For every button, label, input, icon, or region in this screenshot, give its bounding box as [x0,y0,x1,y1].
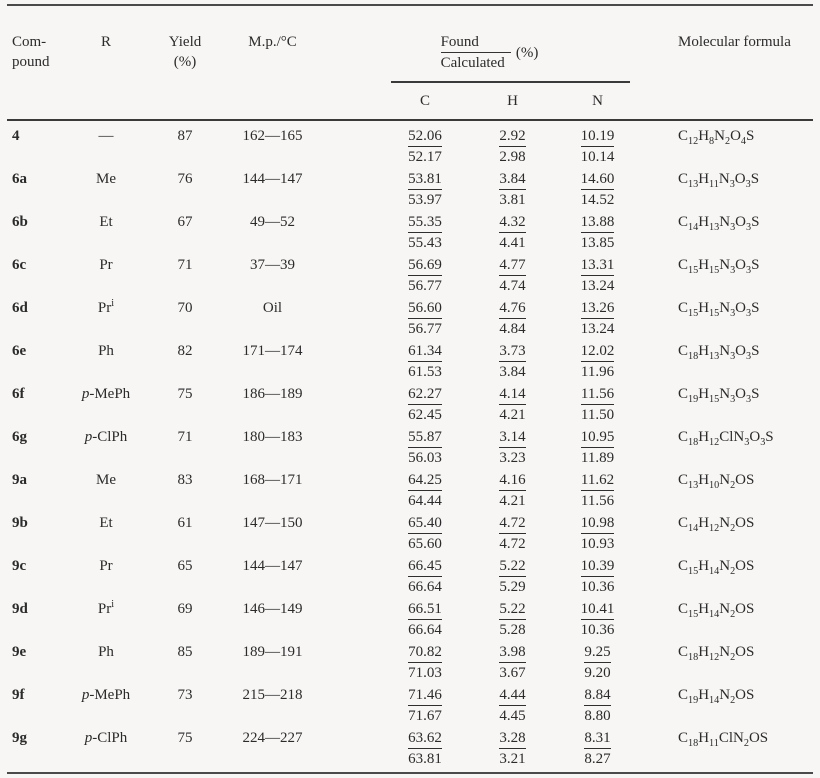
yield-cell: 82 [177,343,193,359]
nitrogen-cell [545,642,650,683]
yield-cell: 75 [177,730,193,746]
r-group-cell [72,599,140,619]
carbon-cell [370,255,480,296]
molecular-formula-cell: $C_{15}H_{15}N_3O_3S$ [678,300,760,319]
hydrogen-found: 5.22 [499,556,525,577]
yield-cell: 65 [177,558,193,574]
compound-cell: 6f [12,386,25,402]
nitrogen-cell [545,685,650,726]
r-group-cell [72,126,140,146]
mp-cell: 49—52 [250,214,295,230]
carbon-cell [370,513,480,554]
carbon-calculated: 63.81 [408,751,442,767]
carbon-cell [370,728,480,769]
hydrogen-cell [480,427,545,468]
mp-cell: 224—227 [242,730,303,746]
nitrogen-found: 11.56 [581,384,614,405]
nitrogen-cell [545,298,650,339]
hydrogen-cell [480,298,545,339]
nitrogen-cell [545,341,650,382]
carbon-cell [370,470,480,511]
yield-cell: 75 [177,386,193,402]
molecular-formula-cell: $C_{14}H_{13}N_3O_3S$ [678,214,760,233]
yield-cell: 76 [177,171,193,187]
carbon-found: 61.34 [408,341,442,362]
hydrogen-cell [480,599,545,640]
carbon-found: 66.45 [408,556,442,577]
hydrogen-cell [480,212,545,253]
nitrogen-found: 13.31 [581,255,615,276]
header-percent: (%) [515,44,539,61]
hydrogen-cell [480,169,545,210]
r-italic-prefix: p [84,730,93,746]
table-row [0,427,820,468]
compound-cell: 9a [12,472,27,488]
carbon-cell [370,642,480,683]
molecular-formula-cell: $C_{15}H_{15}N_3O_3S$ [678,257,760,276]
table-row [0,556,820,597]
hydrogen-found: 3.73 [499,341,525,362]
hydrogen-cell [480,255,545,296]
nitrogen-calculated: 14.52 [580,192,615,208]
nitrogen-found: 12.02 [581,341,615,362]
mp-cell: 189—191 [242,644,303,660]
hydrogen-found: 2.92 [499,126,525,147]
nitrogen-calculated: 13.24 [580,321,615,337]
header-yield-line2: (%) [173,54,197,70]
compound-cell: 6g [12,429,27,445]
header-compound-line1: Com- [12,34,47,50]
nitrogen-cell [545,470,650,511]
table-row [0,255,820,296]
carbon-calculated: 52.17 [408,149,442,165]
table-row [0,599,820,640]
hydrogen-calculated: 4.21 [499,407,526,423]
table-row [0,513,820,554]
header-c: C [419,92,430,109]
molecular-formula-cell: $C_{18}H_{11}ClN_2OS$ [678,730,769,749]
nitrogen-calculated: 8.27 [584,751,611,767]
yield-cell: 73 [177,687,193,703]
r-group-cell [72,642,140,662]
header-yield [140,32,230,72]
compound-cell: 9e [12,644,27,660]
found-calculated-fraction [329,32,650,73]
mp-cell: 147—150 [242,515,303,531]
carbon-found: 55.35 [408,212,442,233]
r-main: Me [96,472,116,488]
r-main: Pr [99,257,113,273]
table-row [0,298,820,339]
r-main: -ClPh [92,429,128,445]
carbon-cell [370,212,480,253]
header-formula: Molecular formula [678,34,791,50]
table-row [0,384,820,425]
hydrogen-cell [480,556,545,597]
r-main: Et [99,515,113,531]
mp-cell: 144—147 [242,558,303,574]
hydrogen-cell [480,384,545,425]
carbon-cell [370,341,480,382]
hydrogen-calculated: 3.67 [499,665,526,681]
yield-cell: 71 [177,257,193,273]
r-main: Pr [97,300,112,316]
table-body [0,126,820,769]
molecular-formula-cell: $C_{15}H_{14}N_2OS$ [678,601,755,620]
r-italic-prefix: p [81,386,90,402]
hydrogen-calculated: 4.21 [499,493,526,509]
table-row [0,212,820,253]
carbon-calculated: 71.67 [408,708,442,724]
r-group-cell [72,169,140,189]
table-row [0,470,820,511]
carbon-calculated: 62.45 [408,407,442,423]
hydrogen-calculated: 5.29 [499,579,526,595]
hydrogen-calculated: 2.98 [499,149,526,165]
carbon-calculated: 53.97 [408,192,442,208]
hydrogen-cell [480,513,545,554]
hydrogen-found: 4.32 [499,212,525,233]
compound-cell: 6a [12,171,27,187]
hydrogen-found: 3.98 [499,642,525,663]
nitrogen-found: 11.62 [581,470,614,491]
nitrogen-cell [545,169,650,210]
nitrogen-calculated: 8.80 [584,708,611,724]
carbon-found: 56.69 [408,255,442,276]
r-main: Ph [98,644,114,660]
r-group-cell [72,470,140,490]
header-compound [12,32,72,72]
carbon-found: 62.27 [408,384,442,405]
r-main: -ClPh [92,730,128,746]
hydrogen-cell [480,642,545,683]
r-italic-prefix: p [81,687,90,703]
carbon-calculated: 56.77 [408,278,442,294]
nitrogen-cell [545,599,650,640]
compound-cell: 6c [12,257,27,273]
mp-cell: 168—171 [242,472,303,488]
table-row [0,341,820,382]
carbon-calculated: 66.64 [408,579,442,595]
hydrogen-found: 3.28 [499,728,525,749]
r-group-cell [72,728,140,748]
nitrogen-found: 8.31 [584,728,610,749]
yield-cell: 71 [177,429,193,445]
header-found-calculated-group [315,32,650,111]
hydrogen-found: 4.72 [499,513,525,534]
nitrogen-calculated: 11.96 [580,364,615,380]
r-main: Ph [98,343,114,359]
hydrogen-cell [480,126,545,167]
r-main: Et [99,214,113,230]
r-italic-prefix: p [84,429,93,445]
molecular-formula-cell: $C_{19}H_{14}N_2OS$ [678,687,755,706]
compound-cell: 9d [12,601,28,617]
r-group-cell [72,427,140,447]
mp-cell: 186—189 [242,386,303,402]
r-group-cell [72,298,140,318]
nitrogen-calculated: 11.89 [580,450,615,466]
nitrogen-found: 13.26 [581,298,615,319]
carbon-cell [370,599,480,640]
header-body-divider [7,119,813,122]
yield-cell: 70 [177,300,193,316]
molecular-formula-cell: $C_{18}H_{13}N_3O_3S$ [678,343,760,362]
carbon-cell [370,384,480,425]
nitrogen-found: 9.25 [584,642,610,663]
hydrogen-found: 4.76 [499,298,525,319]
table-row [0,126,820,167]
hydrogen-calculated: 4.72 [499,536,526,552]
nitrogen-found: 10.39 [581,556,615,577]
chn-subheader [315,83,650,111]
carbon-calculated: 56.03 [408,450,442,466]
hydrogen-calculated: 3.23 [499,450,526,466]
carbon-cell [370,556,480,597]
nitrogen-calculated: 10.93 [580,536,615,552]
carbon-cell [370,427,480,468]
carbon-found: 63.62 [408,728,442,749]
table-row [0,685,820,726]
header-found: Found [441,32,511,53]
hydrogen-calculated: 3.84 [499,364,526,380]
carbon-cell [370,126,480,167]
r-superscript: i [111,599,115,610]
hydrogen-found: 3.84 [499,169,525,190]
carbon-calculated: 56.77 [408,321,442,337]
hydrogen-cell [480,685,545,726]
carbon-found: 65.40 [408,513,442,534]
table-header [0,32,820,111]
nitrogen-calculated: 10.36 [580,622,615,638]
nitrogen-found: 14.60 [581,169,615,190]
nitrogen-cell [545,556,650,597]
mp-cell: 144—147 [242,171,303,187]
carbon-calculated: 71.03 [408,665,442,681]
carbon-calculated: 66.64 [408,622,442,638]
r-group-cell [72,685,140,705]
r-group-cell [72,255,140,275]
mp-cell: 37—39 [250,257,295,273]
r-main: -MePh [89,386,131,402]
nitrogen-cell [545,513,650,554]
header-yield-line1: Yield [168,34,202,50]
compound-cell: 4 [12,128,20,144]
r-superscript: i [111,298,115,309]
hydrogen-found: 4.14 [499,384,525,405]
carbon-found: 53.81 [408,169,442,190]
yield-cell: 67 [177,214,193,230]
nitrogen-calculated: 10.14 [580,149,615,165]
nitrogen-found: 8.84 [584,685,610,706]
nitrogen-found: 10.98 [581,513,615,534]
nitrogen-cell [545,255,650,296]
header-r: R [100,34,111,50]
r-main: — [98,128,114,144]
mp-cell: 215—218 [242,687,303,703]
carbon-found: 66.51 [408,599,442,620]
yield-cell: 87 [177,128,193,144]
molecular-formula-cell: $C_{13}H_{11}N_3O_3S$ [678,171,760,190]
carbon-found: 71.46 [408,685,442,706]
nitrogen-cell [545,427,650,468]
hydrogen-calculated: 5.28 [499,622,526,638]
r-main: -MePh [89,687,131,703]
molecular-formula-cell: $C_{15}H_{14}N_2OS$ [678,558,755,577]
nitrogen-found: 10.95 [581,427,615,448]
carbon-calculated: 55.43 [408,235,442,251]
compound-cell: 6e [12,343,27,359]
nitrogen-cell [545,728,650,769]
mp-cell: 162—165 [242,128,303,144]
nitrogen-calculated: 13.85 [580,235,615,251]
r-group-cell [72,341,140,361]
nitrogen-calculated: 11.56 [580,493,615,509]
molecular-formula-cell: $C_{14}H_{12}N_2OS$ [678,515,755,534]
table-row [0,728,820,769]
header-calculated: Calculated [440,55,505,71]
r-group-cell [72,384,140,404]
hydrogen-found: 4.16 [499,470,525,491]
table-row [0,642,820,683]
yield-cell: 85 [177,644,193,660]
nitrogen-found: 10.19 [581,126,615,147]
hydrogen-found: 3.14 [499,427,525,448]
nitrogen-cell [545,384,650,425]
molecular-formula-cell: $C_{18}H_{12}ClN_3O_3S$ [678,429,774,448]
nitrogen-cell [545,212,650,253]
table-row [0,169,820,210]
carbon-cell [370,685,480,726]
r-group-cell [72,513,140,533]
top-divider [7,4,813,6]
carbon-found: 56.60 [408,298,442,319]
r-main: Pr [97,601,112,617]
molecular-formula-cell: $C_{19}H_{15}N_3O_3S$ [678,386,760,405]
nitrogen-found: 10.41 [581,599,615,620]
compound-cell: 9g [12,730,27,746]
header-h: H [507,92,518,109]
yield-cell: 69 [177,601,193,617]
bottom-divider [7,772,813,774]
carbon-found: 55.87 [408,427,442,448]
hydrogen-calculated: 4.74 [499,278,526,294]
hydrogen-calculated: 3.21 [499,751,526,767]
compound-cell: 9f [12,687,25,703]
carbon-calculated: 65.60 [408,536,442,552]
header-compound-line2: pound [12,54,50,70]
r-group-cell [72,556,140,576]
r-main: Pr [99,558,113,574]
header-mp: M.p./°C [248,34,297,50]
chn-spacer [315,91,370,111]
hydrogen-cell [480,470,545,511]
yield-cell: 83 [177,472,193,488]
hydrogen-cell [480,728,545,769]
hydrogen-found: 4.77 [499,255,525,276]
nitrogen-cell [545,126,650,167]
hydrogen-found: 5.22 [499,599,525,620]
hydrogen-calculated: 4.45 [499,708,526,724]
carbon-found: 70.82 [408,642,442,663]
nitrogen-calculated: 9.20 [584,665,611,681]
mp-cell: 146—149 [242,601,303,617]
hydrogen-calculated: 4.41 [499,235,526,251]
carbon-cell [370,298,480,339]
carbon-found: 64.25 [408,470,442,491]
hydrogen-calculated: 3.81 [499,192,526,208]
carbon-cell [370,169,480,210]
mp-cell: 171—174 [242,343,303,359]
molecular-formula-cell: $C_{13}H_{10}N_2OS$ [678,472,755,491]
carbon-calculated: 64.44 [408,493,442,509]
molecular-formula-cell: $C_{12}H_8N_2O_4S$ [678,128,755,147]
hydrogen-calculated: 4.84 [499,321,526,337]
nitrogen-calculated: 11.50 [580,407,615,423]
molecular-formula-cell: $C_{18}H_{12}N_2OS$ [678,644,755,663]
header-n: N [592,92,603,109]
compound-cell: 9b [12,515,28,531]
hydrogen-found: 4.44 [499,685,525,706]
mp-cell: 180—183 [242,429,303,445]
r-main: Me [96,171,116,187]
carbon-calculated: 61.53 [408,364,442,380]
nitrogen-calculated: 13.24 [580,278,615,294]
nitrogen-calculated: 10.36 [580,579,615,595]
compound-cell: 6b [12,214,28,230]
carbon-found: 52.06 [408,126,442,147]
compound-cell: 6d [12,300,28,316]
mp-cell: Oil [262,300,283,316]
compound-cell: 9c [12,558,27,574]
yield-cell: 61 [177,515,193,531]
hydrogen-cell [480,341,545,382]
r-group-cell [72,212,140,232]
nitrogen-found: 13.88 [581,212,615,233]
